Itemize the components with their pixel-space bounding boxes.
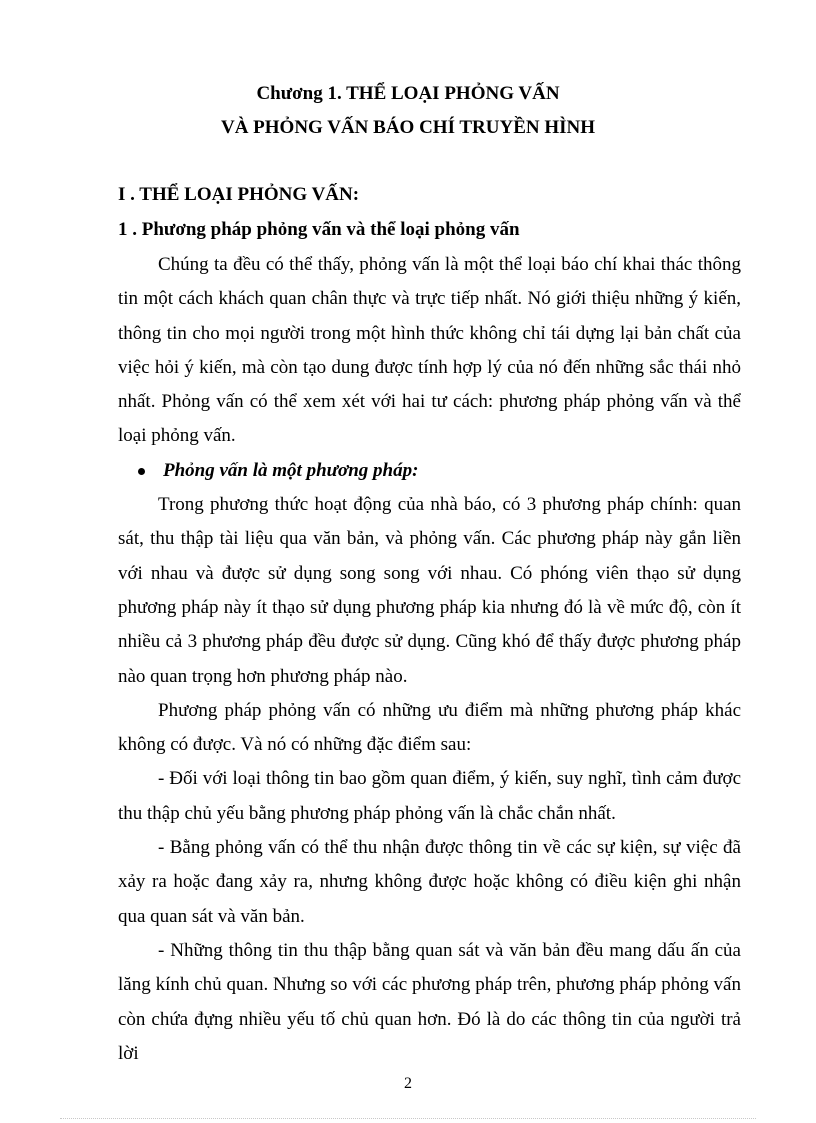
paragraph-6: - Những thông tin thu thập bằng quan sát và văn bản đều mang dấu ấn của lăng kính chủ quan. Nhưng so với các phương pháp trên, phương pháp phỏng vấn còn chứa đựng nhiều yếu tố chủ quan hơn. Đó là do các thông tin của người trả lời — [118, 939, 741, 1064]
chapter-title-line-1: Chương 1. THỂ LOẠI PHỎNG VẤN — [256, 83, 560, 104]
paragraph-2: Trong phương thức hoạt động của nhà báo, có 3 phương pháp chính: quan sát, thu thập tài liệu qua văn bản, và phỏng vấn. Các phương pháp này gắn liền với nhau và được sử dụng song song với nhau. Có phóng viên thạo sử dụng phương pháp này ít thạo sử dụng phương pháp kia nhưng đó là về mức độ, còn ít nhiều cả 3 phương pháp đều được sử dụng. Cũng khó để thấy được phương pháp nào quan trọng hơn phương pháp nào. — [118, 494, 741, 687]
subsection-heading: 1 . Phương pháp phỏng vấn và thể loại phỏng vấn — [118, 219, 520, 240]
chapter-title-line-2: VÀ PHỎNG VẤN BÁO CHÍ TRUYỀN HÌNH — [220, 117, 596, 138]
paragraph-4: - Đối với loại thông tin bao gồm quan điểm, ý kiến, suy nghĩ, tình cảm được thu thập chủ yếu bằng phương pháp phỏng vấn là chắc chắn nhất. — [118, 768, 741, 824]
paragraph-3: Phương pháp phỏng vấn có những ưu điểm mà những phương pháp khác không có được. Và nó có những đặc điểm sau: — [118, 699, 741, 756]
paragraph-1: Chúng ta đều có thể thấy, phỏng vấn là một thể loại báo chí khai thác thông tin một cách khách quan chân thực và trực tiếp nhất. Nó giới thiệu những ý kiến, thông tin cho mọi người trong một hình thức không chỉ tái dựng lại bản chất của việc hỏi ý kiến, mà còn tạo dung được tính hợp lý của nó đến những sắc thái nhỏ nhất. Phỏng vấn có thể xem xét với hai tư cách: phương pháp phỏng vấn và thể loại phỏng vấn. — [118, 254, 741, 447]
page-number: 2 — [404, 1075, 412, 1092]
bullet-dot-icon — [138, 468, 145, 475]
page-bottom-divider — [60, 1118, 756, 1119]
bullet-text: Phỏng vấn là một phương pháp: — [163, 459, 419, 481]
paragraph-5: - Bằng phỏng vấn có thể thu nhận được thông tin về các sự kiện, sự việc đã xảy ra hoặc đang xảy ra, nhưng không được hoặc không có điều kiện ghi nhận qua quan sát và văn bản. — [118, 837, 741, 927]
bullet-item — [118, 454, 741, 488]
body-text — [118, 248, 741, 1071]
section-heading: I . THỂ LOẠI PHỎNG VẤN: — [118, 184, 360, 205]
